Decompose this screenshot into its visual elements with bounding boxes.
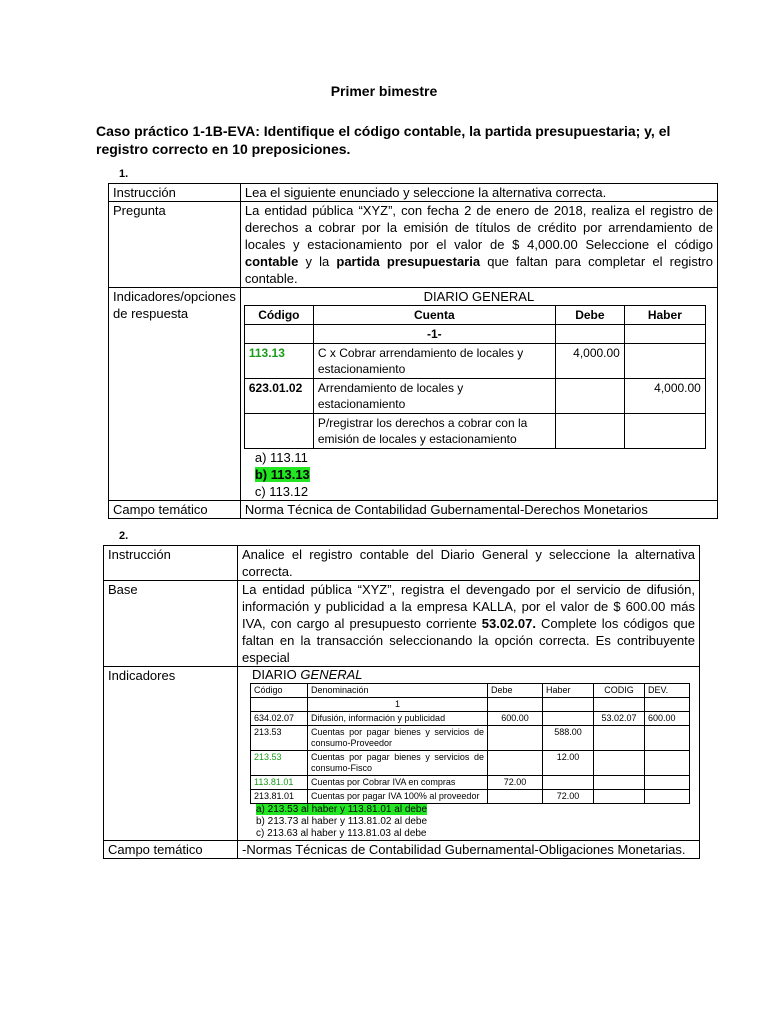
- q2-row-codigo: 213.53: [251, 751, 308, 776]
- q1-row-cuenta: P/registrar los derechos a cobrar con la emisión de locales y estacionamiento: [313, 414, 555, 449]
- q2-campo-row: [104, 841, 700, 859]
- q1-row-cuenta: Arrendamiento de locales y estacionamiento: [313, 379, 555, 414]
- q1-row-codigo: [244, 414, 313, 449]
- q2-instruction-text: Analice el registro contable del Diario General y seleccione la alternativa correcta.: [238, 546, 700, 581]
- q2-row-haber: 72.00: [543, 790, 594, 804]
- q1-question-part: que faltan para completar el registro contable.: [244, 254, 713, 286]
- q1-question-bold-partida: partida presupuestaria: [336, 254, 481, 269]
- q2-row-codigo: 213.81.01: [251, 790, 308, 804]
- q1-header-codigo: Código: [244, 306, 313, 325]
- q1-row-haber: 4,000.00: [624, 379, 705, 414]
- q2-row-haber: 588.00: [543, 726, 594, 751]
- q1-question-label: Pregunta: [109, 202, 241, 288]
- q2-row-codig: [594, 776, 645, 790]
- q1-campo-text: Norma Técnica de Contabilidad Gubernamental-Derechos Monetarios: [240, 501, 717, 519]
- q2-option-c[interactable]: c) 213.63 al haber y 113.81.03 al debe: [256, 828, 427, 839]
- q2-options: [238, 804, 699, 840]
- q2-row-haber: [543, 776, 594, 790]
- q2-row-debe: [488, 751, 543, 776]
- q2-header-denominacion: Denominación: [308, 684, 488, 698]
- q2-header-haber: Haber: [543, 684, 594, 698]
- table-row: [251, 790, 690, 804]
- q2-row-denominacion: Difusión, información y publicidad: [308, 712, 488, 726]
- table-row: [244, 379, 705, 414]
- q2-row-dev: [645, 751, 690, 776]
- q2-row-denominacion: Cuentas por pagar bienes y servicios de consumo-Proveedor: [308, 726, 488, 751]
- q2-row-debe: 72.00: [488, 776, 543, 790]
- q1-option-c[interactable]: c) 113.12: [254, 484, 309, 499]
- q1-campo-label: Campo temático: [109, 501, 241, 519]
- q1-campo-row: [109, 501, 718, 519]
- q2-diario-title-b: GENERAL: [300, 667, 363, 682]
- q1-question-part: y la: [298, 254, 337, 269]
- q2-entry-number: 1: [308, 698, 488, 712]
- table-row: [244, 344, 705, 379]
- q1-header-cuenta: Cuenta: [313, 306, 555, 325]
- q2-entry-number-row: [251, 698, 690, 712]
- q1-journal-table: [244, 305, 706, 449]
- q1-indicators-cell: [240, 288, 717, 501]
- q2-row-dev: [645, 790, 690, 804]
- q2-row-dev: 600.00: [645, 712, 690, 726]
- q2-row-codig: [594, 751, 645, 776]
- q2-row-debe: [488, 790, 543, 804]
- q2-row-dev: [645, 726, 690, 751]
- q2-row-codig: 53.02.07: [594, 712, 645, 726]
- q1-instruction-row: [109, 184, 718, 202]
- q1-row-debe: 4,000.00: [555, 344, 624, 379]
- q1-journal-header: [244, 306, 705, 325]
- q1-row-codigo: 623.01.02: [244, 379, 313, 414]
- q2-option-a[interactable]: [256, 804, 699, 816]
- q2-journal-header: [251, 684, 690, 698]
- q2-row-codigo: 113.81.01: [251, 776, 308, 790]
- q2-header-debe: Debe: [488, 684, 543, 698]
- q2-base-part: Complete los códigos que faltan en la transacción seleccionando la opción correcta. Es contribuyente especial: [242, 616, 696, 665]
- q2-campo-text: -Normas Técnicas de Contabilidad Gubernamental-Obligaciones Monetarias.: [238, 841, 700, 859]
- q2-base-label: Base: [104, 581, 238, 667]
- q2-instruction-row: [104, 546, 700, 581]
- q2-diario-title: [238, 667, 699, 683]
- q2-campo-label: Campo temático: [104, 841, 238, 859]
- q2-row-denominacion: Cuentas por pagar bienes y servicios de consumo-Fisco: [308, 751, 488, 776]
- table-row: [251, 751, 690, 776]
- question-1-number: 1.: [119, 168, 129, 180]
- q2-base-part: La entidad pública “XYZ”, registra el devengado por el servicio de difusión, información y publicidad a la empresa KALLA, por el valor de $ 600.00 más IVA, con cargo al presupuesto corriente: [242, 582, 695, 631]
- q2-indicators-label: Indicadores: [104, 667, 238, 841]
- q2-instruction-label: Instrucción: [104, 546, 238, 581]
- q2-row-dev: [645, 776, 690, 790]
- q2-entry-blank: [594, 698, 645, 712]
- q1-options: [241, 449, 717, 500]
- q2-row-haber: 12.00: [543, 751, 594, 776]
- q2-row-codig: [594, 790, 645, 804]
- q2-indicators-row: [104, 667, 700, 841]
- q2-base-text: [238, 581, 700, 667]
- q2-row-codig: [594, 726, 645, 751]
- q1-question-text: [240, 202, 717, 288]
- question-1-table: [108, 183, 718, 519]
- q1-header-debe: Debe: [555, 306, 624, 325]
- q2-entry-blank: [488, 698, 543, 712]
- q2-option-a-highlight: a) 213.53 al haber y 113.81.01 al debe: [256, 804, 428, 815]
- q2-row-denominacion: Cuentas por pagar IVA 100% al proveedor: [308, 790, 488, 804]
- q2-option-b[interactable]: b) 213.73 al haber y 113.81.02 al debe: [256, 816, 428, 827]
- table-row: [251, 726, 690, 751]
- q1-option-a[interactable]: a) 113.11: [254, 450, 308, 465]
- q2-header-codig: CODIG: [594, 684, 645, 698]
- q2-diario-title-a: DIARIO: [252, 667, 301, 682]
- q1-row-haber: [624, 344, 705, 379]
- q2-journal-table: [250, 683, 690, 804]
- q2-indicators-cell: [238, 667, 700, 841]
- q1-row-debe: [555, 414, 624, 449]
- page-title: Primer bimestre: [330, 83, 438, 99]
- q1-row-haber: [624, 414, 705, 449]
- q2-row-debe: 600.00: [488, 712, 543, 726]
- q1-option-b[interactable]: [255, 466, 717, 483]
- q1-diario-title: DIARIO GENERAL: [423, 289, 535, 304]
- q2-entry-blank: [543, 698, 594, 712]
- q1-instruction-text: Lea el siguiente enunciado y seleccione la alternativa correcta.: [240, 184, 717, 202]
- question-2-table: [103, 545, 700, 859]
- q1-instruction-label: Instrucción: [109, 184, 241, 202]
- q1-indicators-label: Indicadores/opciones de respuesta: [109, 288, 241, 501]
- table-row: [251, 712, 690, 726]
- q1-row-cuenta: C x Cobrar arrendamiento de locales y estacionamiento: [313, 344, 555, 379]
- q2-row-codigo: 213.53: [251, 726, 308, 751]
- q2-entry-blank: [645, 698, 690, 712]
- case-title: Caso práctico 1-1B-EVA: Identifique el código contable, la partida presupuestaria; y, el registro correcto en 10 preposiciones.: [96, 123, 671, 157]
- q1-indicators-row: [109, 288, 718, 501]
- q2-row-haber: [543, 712, 594, 726]
- q1-entry-blank: [555, 325, 624, 344]
- q1-question-part: La entidad pública “XYZ”, con fecha 2 de enero de 2018, realiza el registro de derechos a cobrar por la emisión de títulos de crédito por arrendamiento de locales y estacionamiento por el valor de $ 4,000.00 Seleccione el código: [244, 203, 713, 252]
- question-2-number: 2.: [119, 530, 129, 542]
- q2-entry-blank: [251, 698, 308, 712]
- q2-header-codigo: Código: [251, 684, 308, 698]
- table-row: [244, 414, 705, 449]
- q1-question-row: [109, 202, 718, 288]
- q1-row-codigo: 113.13: [244, 344, 313, 379]
- q1-option-b-highlight: b) 113.13: [254, 467, 310, 482]
- q2-base-row: [104, 581, 700, 667]
- q1-entry-number: -1-: [313, 325, 555, 344]
- q2-row-denominacion: Cuentas por Cobrar IVA en compras: [308, 776, 488, 790]
- q2-row-debe: [488, 726, 543, 751]
- q1-question-bold-contable: contable: [244, 254, 299, 269]
- q1-row-debe: [555, 379, 624, 414]
- q1-entry-number-row: [244, 325, 705, 344]
- table-row: [251, 776, 690, 790]
- q2-header-dev: DEV.: [645, 684, 690, 698]
- q1-header-haber: Haber: [624, 306, 705, 325]
- q1-entry-blank: [624, 325, 705, 344]
- q2-row-codigo: 634.02.07: [251, 712, 308, 726]
- q2-base-bold-budget: 53.02.07.: [481, 616, 536, 631]
- q1-entry-blank: [244, 325, 313, 344]
